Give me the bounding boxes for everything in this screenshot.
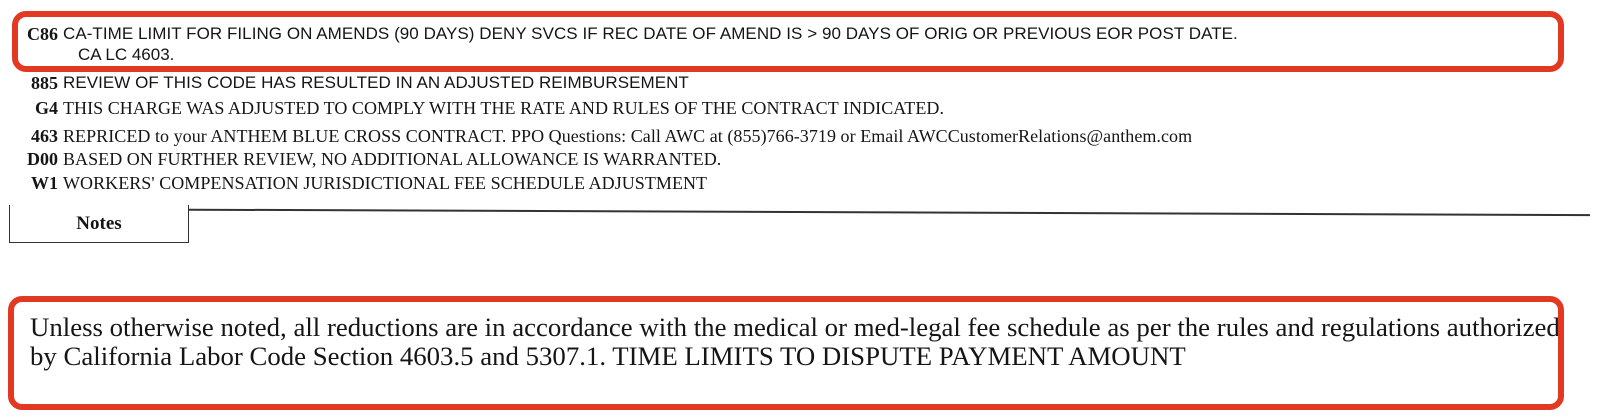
code-row-d00	[0, 149, 1600, 169]
code-description: REVIEW OF THIS CODE HAS RESULTED IN AN ADJUSTED REIMBURSEMENT	[63, 73, 689, 92]
code-description: WORKERS' COMPENSATION JURISDICTIONAL FEE SCHEDULE ADJUSTMENT	[63, 173, 708, 193]
code-description: REPRICED to your ANTHEM BLUE CROSS CONTRACT. PPO Questions: Call AWC at (855)766-3719 or Email AWCCustomerRelations@anthem.com	[63, 126, 1193, 146]
code-description-continuation: CA LC 4603.	[78, 45, 175, 64]
code-row-g4	[0, 98, 1600, 118]
code-row-885	[0, 73, 1600, 93]
code-id: C86	[27, 24, 58, 44]
code-id: 885	[31, 73, 58, 93]
notes-header	[9, 205, 189, 243]
code-id: D00	[27, 149, 58, 169]
code-id: G4	[34, 98, 58, 118]
section-divider	[10, 208, 1590, 216]
code-id: W1	[31, 173, 58, 193]
code-id: 463	[31, 126, 58, 146]
fee-schedule-disclaimer: Unless otherwise noted, all reductions are in accordance with the medical or med-legal fee schedule as per the rules and regulations authorized by California Labor Code Section 4603.5 and 5307.1. TIME LIMITS TO DISPUTE PAYMENT AMOUNT	[30, 313, 1560, 371]
highlight-box-c86	[12, 11, 1564, 72]
code-description: CA-TIME LIMIT FOR FILING ON AMENDS (90 DAYS) DENY SVCS IF REC DATE OF AMEND IS > 90 DAYS OF ORIG OR PREVIOUS EOR POST DATE.	[63, 24, 1238, 43]
code-description: THIS CHARGE WAS ADJUSTED TO COMPLY WITH THE RATE AND RULES OF THE CONTRACT INDICATED.	[63, 98, 944, 118]
code-row-w1	[0, 173, 1600, 193]
code-row-463	[0, 126, 1600, 146]
code-description: BASED ON FURTHER REVIEW, NO ADDITIONAL ALLOWANCE IS WARRANTED.	[63, 149, 722, 169]
notes-label: Notes	[76, 213, 122, 234]
highlight-box-disclaimer	[8, 296, 1564, 410]
